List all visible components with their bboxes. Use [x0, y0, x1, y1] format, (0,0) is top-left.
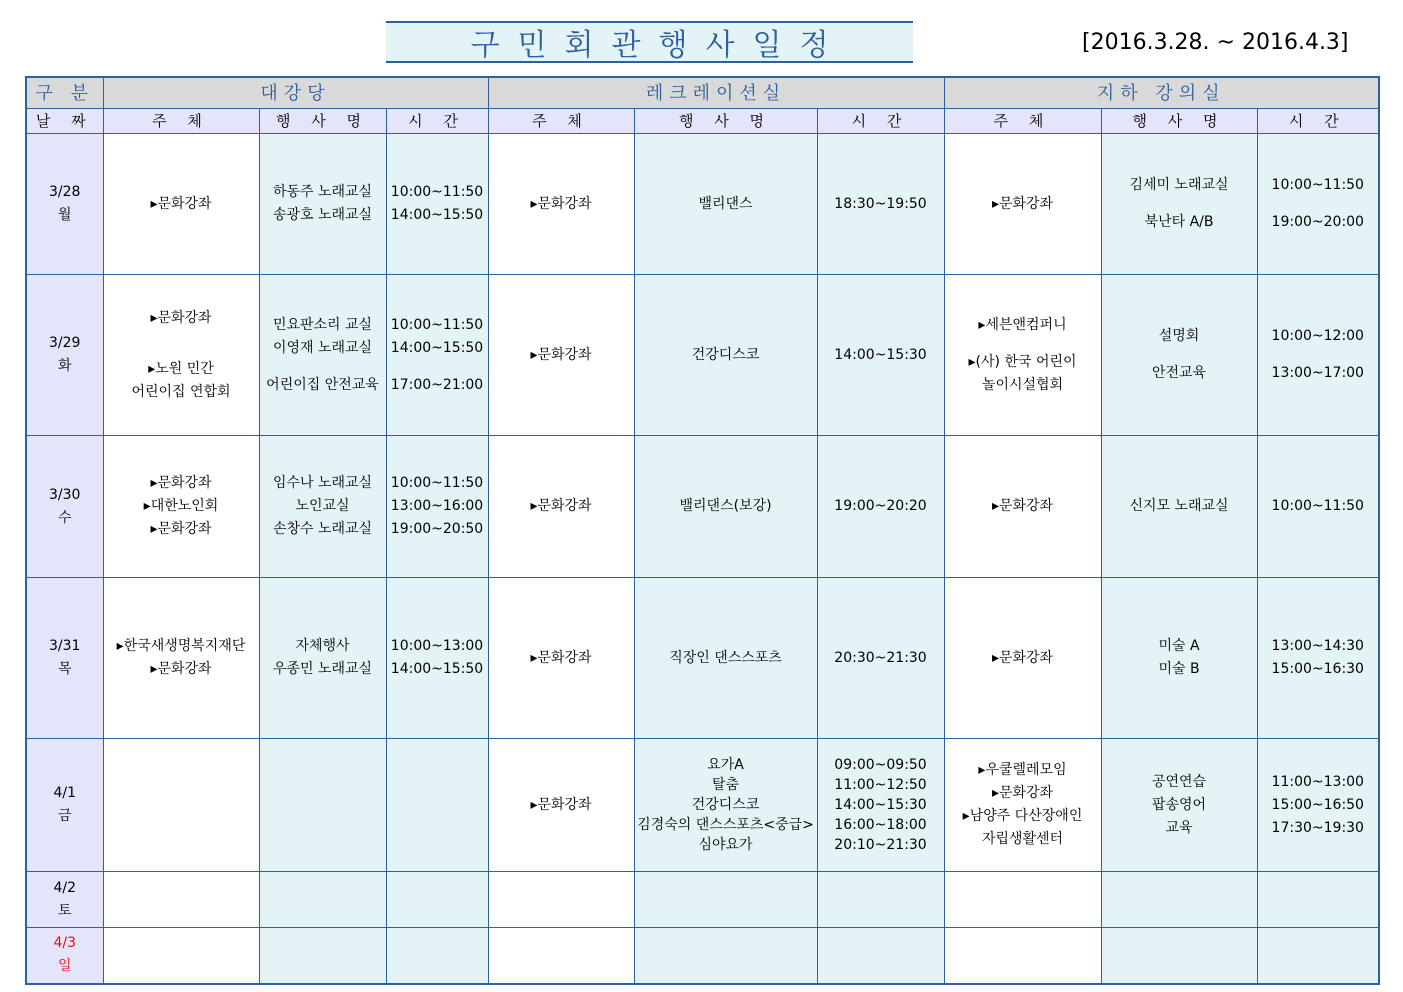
event-name-text: 이영재 노래교실: [272, 339, 373, 356]
hall-header-basement: 지하 강의실: [944, 77, 1379, 109]
hall-event-cell: [259, 928, 386, 984]
date-cell: [26, 275, 103, 436]
organizer-text: ▸(사) 한국 어린이: [968, 353, 1077, 370]
event-name-text: 밸리댄스(보강): [679, 498, 772, 514]
table-row: [26, 134, 1379, 275]
organizer-text: ▸우쿨렐레모임: [978, 762, 1067, 778]
hall-org-cell: [103, 928, 259, 984]
rec-time-cell: [817, 134, 944, 275]
time-text: 10:00~11:50: [1271, 498, 1364, 514]
organizer-text: ▸문화강좌: [530, 649, 592, 666]
event-name-text: 공연연습: [1151, 773, 1207, 790]
schedule-table: [25, 76, 1380, 985]
time-text: 19:00~20:20: [834, 498, 927, 514]
hall-org-cell: [103, 275, 259, 436]
base-org-cell: [944, 275, 1101, 436]
col-event-header: 행 사 명: [259, 109, 386, 134]
time-text: 14:00~15:50: [390, 339, 484, 356]
time-text: 10:00~11:50: [1271, 177, 1364, 193]
event-name-text: 교육: [1165, 819, 1193, 836]
spacer: [1258, 348, 1379, 362]
col-time-header: 시 간: [386, 109, 488, 134]
time-text: 09:00~09:50: [834, 757, 927, 773]
organizer-text: ▸노원 민간: [148, 360, 214, 377]
rec-time-cell: [817, 275, 944, 436]
event-name-text: 안전교육: [1151, 365, 1207, 381]
rec-event-cell: [634, 739, 817, 872]
base-event-cell: [1101, 928, 1257, 984]
base-event-cell: [1101, 739, 1257, 872]
event-name-text: 임수나 노래교실: [272, 475, 373, 491]
organizer-text: ▸문화강좌: [530, 498, 592, 514]
time-text: 10:00~11:50: [390, 475, 484, 491]
hall-time-cell: [386, 275, 488, 436]
hall-org-cell: [103, 872, 259, 928]
event-name-text: 자체행사: [295, 638, 350, 654]
hall-event-cell: [259, 275, 386, 436]
weekday-label: 토: [57, 902, 72, 919]
time-text: 17:30~19:30: [1271, 819, 1364, 836]
date-cell: [26, 134, 103, 275]
base-org-cell: [944, 739, 1101, 872]
time-text: 14:00~15:50: [390, 661, 484, 677]
event-name-text: 미술 A: [1158, 638, 1200, 654]
event-name-text: 설명회: [1158, 328, 1200, 344]
rec-time-cell: [817, 436, 944, 578]
date-cell: [26, 928, 103, 984]
weekday-label: 월: [57, 207, 72, 223]
time-text: 14:00~15:50: [390, 207, 484, 223]
base-time-cell: [1257, 928, 1379, 984]
time-text: 13:00~17:00: [1271, 365, 1364, 381]
event-name-text: 민요판소리 교실: [272, 316, 373, 333]
organizer-text: ▸문화강좌: [150, 195, 212, 212]
base-time-cell: [1257, 872, 1379, 928]
organizer-text: ▸문화강좌: [991, 195, 1054, 212]
base-time-cell: [1257, 134, 1379, 275]
date-label: 4/2: [53, 879, 77, 896]
hall-event-cell: [259, 872, 386, 928]
spacer: [945, 337, 1101, 351]
time-text: 10:00~11:50: [390, 184, 484, 200]
base-org-cell: [944, 578, 1101, 739]
rec-org-cell: [488, 134, 634, 275]
time-text: 14:00~15:30: [834, 346, 927, 363]
base-event-cell: [1101, 134, 1257, 275]
time-text: 10:00~11:50: [390, 316, 484, 333]
rec-org-cell: [488, 436, 634, 578]
date-cell: [26, 872, 103, 928]
spacer: [1102, 348, 1257, 362]
date-label: 4/3: [53, 935, 77, 952]
gubun-header: 구 분: [26, 77, 103, 109]
hall-time-cell: [386, 134, 488, 275]
rec-event-cell: [634, 872, 817, 928]
date-label: 3/31: [49, 638, 81, 654]
col-event-header: 행 사 명: [1101, 109, 1257, 134]
col-event-header: 행 사 명: [634, 109, 817, 134]
base-org-cell: [944, 872, 1101, 928]
weekday-label: 일: [57, 958, 72, 975]
event-name-text: 손창수 노래교실: [272, 521, 373, 537]
rec-org-cell: [488, 275, 634, 436]
rec-org-cell: [488, 872, 634, 928]
organizer-text: ▸문화강좌: [150, 661, 212, 677]
weekday-label: 수: [57, 509, 72, 526]
event-name-text: 팝송영어: [1151, 796, 1207, 813]
time-text: 13:00~16:00: [390, 498, 484, 514]
event-name-text: 건강디스코: [691, 346, 760, 363]
spacer: [260, 360, 386, 374]
organizer-text: ▸문화강좌: [150, 475, 212, 491]
organizer-text: ▸문화강좌: [991, 649, 1054, 666]
hall-time-cell: [386, 578, 488, 739]
date-cell: [26, 739, 103, 872]
organizer-text: ▸문화강좌: [530, 195, 592, 212]
table-row: [26, 739, 1379, 872]
organizer-text: ▸남양주 다산장애인: [962, 808, 1083, 824]
base-event-cell: [1101, 275, 1257, 436]
spacer: [1102, 197, 1257, 211]
table-row: [26, 436, 1379, 578]
base-event-cell: [1101, 436, 1257, 578]
spacer: [104, 330, 259, 344]
hall-org-cell: [103, 436, 259, 578]
spacer: [387, 360, 488, 374]
event-name-text: 심야요가: [698, 837, 753, 853]
rec-org-cell: [488, 928, 634, 984]
hall-event-cell: [259, 739, 386, 872]
event-name-text: 요가A: [707, 757, 744, 773]
organizer-text: ▸문화강좌: [150, 309, 212, 326]
organizer-text: ▸문화강좌: [530, 796, 592, 813]
time-text: 11:00~12:50: [834, 777, 927, 793]
date-range: [2016.3.28. ~ 2016.4.3]: [1082, 30, 1349, 55]
hall-time-cell: [386, 436, 488, 578]
event-name-text: 송광호 노래교실: [272, 207, 373, 223]
hall-org-cell: [103, 739, 259, 872]
rec-event-cell: [634, 578, 817, 739]
date-label: 3/30: [49, 486, 81, 503]
hall-header-main: 대강당: [103, 77, 488, 109]
event-name-text: 김세미 노래교실: [1129, 177, 1229, 193]
rec-time-cell: [817, 739, 944, 872]
organizer-text: ▸세븐앤컴퍼니: [978, 316, 1067, 333]
time-text: 15:00~16:50: [1271, 796, 1364, 813]
date-label: 3/28: [49, 184, 81, 200]
time-text: 20:10~21:30: [834, 837, 927, 853]
date-header: 날 짜: [26, 109, 103, 134]
rec-time-cell: [817, 578, 944, 739]
hall-time-cell: [386, 872, 488, 928]
base-time-cell: [1257, 739, 1379, 872]
base-event-cell: [1101, 578, 1257, 739]
table-row: [26, 275, 1379, 436]
base-event-cell: [1101, 872, 1257, 928]
time-text: 14:00~15:30: [834, 797, 927, 813]
time-text: 16:00~18:00: [834, 817, 927, 833]
organizer-text: ▸문화강좌: [530, 346, 592, 363]
hall-time-cell: [386, 739, 488, 872]
hall-event-cell: [259, 436, 386, 578]
weekday-label: 목: [57, 661, 72, 677]
weekday-label: 금: [57, 808, 72, 824]
base-org-cell: [944, 134, 1101, 275]
event-name-text: 김경숙의 댄스스포츠<중급>: [637, 817, 814, 833]
hall-event-cell: [259, 134, 386, 275]
time-text: 18:30~19:50: [834, 195, 927, 212]
time-text: 17:00~21:00: [390, 376, 484, 393]
spacer: [1258, 197, 1379, 211]
rec-org-cell: [488, 739, 634, 872]
organizer-text: ▸문화강좌: [150, 521, 212, 537]
time-text: 11:00~13:00: [1271, 773, 1364, 790]
hall-header-recreation: 레크레이션실: [488, 77, 944, 109]
date-cell: [26, 436, 103, 578]
header-row-halls: [26, 77, 1379, 109]
rec-event-cell: [634, 436, 817, 578]
page-title: 구민회관행사일정: [386, 21, 913, 63]
organizer-text: ▸대한노인회: [143, 498, 219, 514]
col-org-header: 주 체: [488, 109, 634, 134]
rec-time-cell: [817, 872, 944, 928]
rec-event-cell: [634, 134, 817, 275]
time-text: 19:00~20:50: [390, 521, 484, 537]
date-label: 4/1: [53, 785, 77, 801]
event-name-text: 탈춤: [711, 777, 740, 793]
event-name-text: 어린이집 안전교육: [266, 376, 379, 393]
time-text: 15:00~16:30: [1271, 661, 1364, 677]
header-row-columns: [26, 109, 1379, 134]
rec-event-cell: [634, 275, 817, 436]
time-text: 20:30~21:30: [834, 649, 927, 666]
table-row: [26, 872, 1379, 928]
rec-org-cell: [488, 578, 634, 739]
time-text: 13:00~14:30: [1271, 638, 1364, 654]
col-time-header: 시 간: [1257, 109, 1379, 134]
base-time-cell: [1257, 578, 1379, 739]
base-org-cell: [944, 436, 1101, 578]
time-text: 10:00~13:00: [390, 638, 484, 654]
table-row: [26, 928, 1379, 984]
event-name-text: 직장인 댄스스포츠: [669, 649, 782, 666]
date-label: 3/29: [49, 335, 81, 351]
event-name-text: 건강디스코: [691, 797, 760, 813]
event-name-text: 북난타 A/B: [1144, 214, 1214, 230]
organizer-text: ▸문화강좌: [991, 498, 1054, 514]
organizer-text: ▸한국새생명복지재단: [116, 638, 246, 654]
organizer-text: 자립생활센터: [981, 831, 1064, 847]
hall-org-cell: [103, 134, 259, 275]
time-text: 19:00~20:00: [1271, 214, 1364, 230]
event-name-text: 노인교실: [295, 498, 350, 514]
col-org-header: 주 체: [103, 109, 259, 134]
table-row: [26, 578, 1379, 739]
time-text: 10:00~12:00: [1271, 328, 1364, 344]
col-time-header: 시 간: [817, 109, 944, 134]
event-name-text: 신지모 노래교실: [1129, 498, 1229, 514]
event-name-text: 하동주 노래교실: [272, 184, 373, 200]
date-cell: [26, 578, 103, 739]
base-time-cell: [1257, 436, 1379, 578]
hall-time-cell: [386, 928, 488, 984]
organizer-text: ▸문화강좌: [991, 785, 1054, 801]
event-name-text: 밸리댄스: [698, 195, 753, 212]
col-org-header: 주 체: [944, 109, 1101, 134]
event-name-text: 우종민 노래교실: [272, 661, 373, 677]
organizer-text: 놀이시설협회: [981, 376, 1064, 393]
weekday-label: 화: [57, 358, 72, 374]
base-time-cell: [1257, 275, 1379, 436]
rec-time-cell: [817, 928, 944, 984]
organizer-text: 어린이집 연합회: [131, 383, 231, 400]
rec-event-cell: [634, 928, 817, 984]
event-name-text: 미술 B: [1158, 661, 1200, 677]
spacer: [104, 344, 259, 358]
base-org-cell: [944, 928, 1101, 984]
hall-event-cell: [259, 578, 386, 739]
hall-org-cell: [103, 578, 259, 739]
